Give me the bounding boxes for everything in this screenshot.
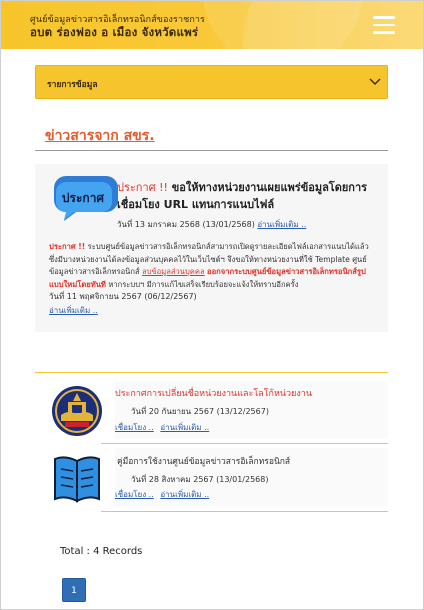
link-button[interactable]: เชื่อมโยง .. bbox=[115, 423, 154, 432]
news-title[interactable]: ประกาศ !! ขอให้ทางหน่วยงานเผยแพร่ข้อมูลโดยการเชื่อมโยง URL แทนการแนบไฟล์ bbox=[117, 181, 368, 211]
site-title-line2: อบต ร่องฟอง อ เมือง จังหวัดแพร่ bbox=[30, 25, 199, 39]
total-records: Total : 4 Records bbox=[60, 546, 143, 557]
divider bbox=[35, 372, 388, 373]
section-title[interactable]: ข่าวสารจาก สขร. bbox=[45, 128, 155, 144]
header-decoration bbox=[203, 1, 363, 49]
news-date: วันที่ 20 กันยายน 2567 (13/12/2567) bbox=[131, 407, 269, 416]
read-more-link[interactable]: อ่านเพิ่มเติม .. bbox=[160, 490, 210, 499]
news-title[interactable]: คู่มือการใช้งานศูนย์ข้อมูลข่าวสารอิเล็กทรอนิกส์ bbox=[117, 457, 291, 467]
news-links bbox=[115, 421, 209, 434]
data-list-accordion[interactable] bbox=[35, 65, 388, 99]
divider bbox=[35, 150, 388, 151]
manual-book-icon bbox=[53, 453, 101, 503]
news-item-1 bbox=[35, 164, 388, 332]
news-links bbox=[115, 488, 209, 501]
chevron-down-icon bbox=[369, 77, 381, 87]
news-date: วันที่ 11 พฤศจิกายน 2567 (06/12/2567) bbox=[49, 292, 197, 301]
site-header bbox=[1, 1, 423, 49]
news-title[interactable]: ประกาศการเปลี่ยนชื่อหน่วยงานและโลโก้หน่วยงาน bbox=[115, 389, 312, 399]
menu-icon[interactable] bbox=[373, 16, 395, 34]
site-title-line1: ศูนย์ข้อมูลข่าวสารอิเล็กทรอนิกส์ของราชการ bbox=[30, 15, 205, 25]
divider bbox=[101, 511, 388, 512]
announcement-icon-text: ประกาศ bbox=[61, 191, 105, 205]
read-more-link[interactable]: อ่านเพิ่มเติม .. bbox=[49, 306, 98, 315]
read-more-link[interactable]: อ่านเพิ่มเติม .. bbox=[257, 220, 307, 229]
news-body: ประกาศ !! ระบบศูนย์ข้อมูลข่าวสารอิเล็กทรอนิกส์สามารถเปิดดูรายละเอียดไฟล์เอกสารแนบได้แล้ว ซึ่งมีบางหน่วยงานได้ลงข้อมูลส่วนบุคคลไว้ในเว็บไซต์ฯ จึงขอให้ทางหน่วยงานที่ใช้ Template ศูนย์ข้อมูลข่าวสารอิเล็กทรอนิกส์ ลบข้อมูลส่วนบุคคล ออกจากระบบศูนย์ข้อมูลข่าวสารอิเล็กทรอนิกส์รูปแบบใหม่โดยทันที หากระบบฯ มีการแก้ไขเสร็จเรียบร้อยจะแจ้งให้ทราบอีกครั้ง bbox=[49, 242, 369, 289]
read-more-link[interactable]: อ่านเพิ่มเติม .. bbox=[160, 423, 210, 432]
pagination-page-1[interactable]: 1 bbox=[62, 578, 86, 602]
announcement-icon bbox=[52, 172, 118, 222]
divider bbox=[101, 443, 388, 444]
news-date: วันที่ 28 สิงหาคม 2567 (13/01/2568) bbox=[131, 475, 269, 484]
government-emblem-icon bbox=[51, 385, 103, 437]
link-button[interactable]: เชื่อมโยง .. bbox=[115, 490, 154, 499]
accordion-label: รายการข้อมูล bbox=[47, 80, 98, 90]
news-date: วันที่ 13 มกราคม 2568 (13/01/2568) อ่านเพิ่มเติม .. bbox=[117, 220, 307, 229]
